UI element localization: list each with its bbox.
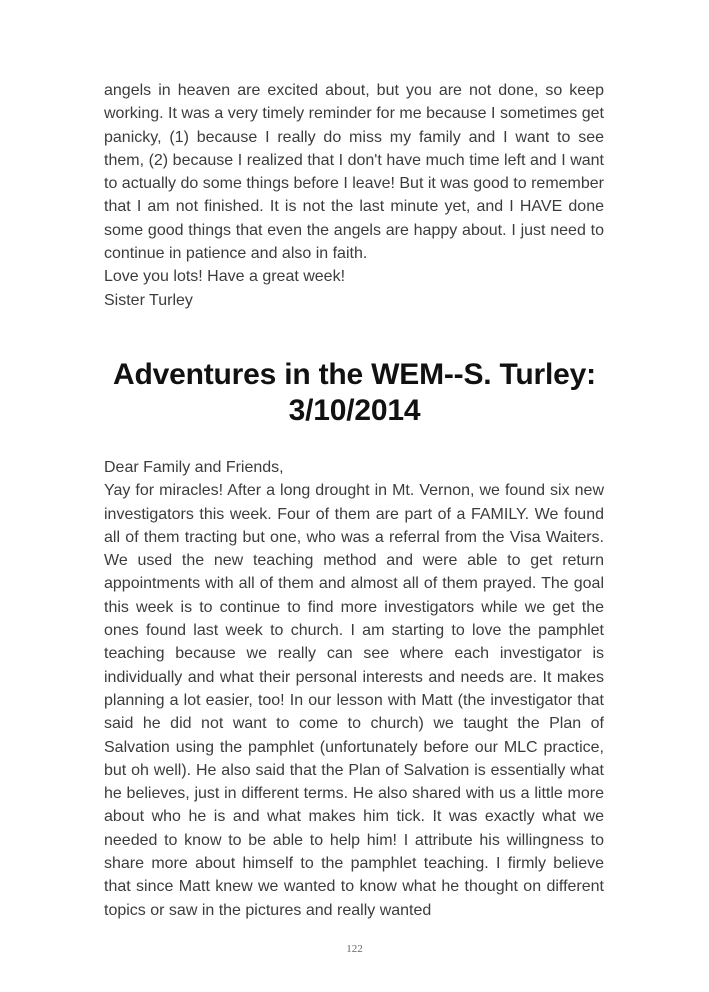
letter-section <box>104 456 604 922</box>
letter-body-paragraph: Yay for miracles! After a long drought in Mt. Vernon, we found six new investigators this week. Four of them are part of a FAMILY. We found all of them tracting but one, who was a referral from the Visa Waiters. We used the new teaching method and were able to get return appointments with all of them and almost all of them prayed. The goal this week is to continue to find more investigators while we get the ones found last week to church. I am starting to love the pamphlet teaching because we really can see where each investigator is individually and what their personal interests and needs are. It makes planning a lot easier, too! In our lesson with Matt (the investigator that said he did not want to come to church) we taught the Plan of Salvation using the pamphlet (unfortunately before our MLC practice, but oh well). He also said that the Plan of Salvation is essentially what he believes, just in different terms. He also shared with us a little more about who he is and what makes him tick. It was exactly what we needed to know to be able to help him! I attribute his willingness to share more about himself to the pamphlet teaching. I firmly believe that since Matt knew we wanted to know what he thought on different topics or saw in the pictures and really wanted <box>104 482 604 919</box>
signature: Sister Turley <box>104 291 193 309</box>
page-number: 122 <box>346 943 363 955</box>
previous-letter-paragraph: angels in heaven are excited about, but you are not done, so keep working. It was a very timely reminder for me because I sometimes get panicky, (1) because I really do miss my family and I want to see them, (2) because I realized that I don't have much time left and I want to actually do some things before I leave! But it was good to remember that I am not finished. It is not the last minute yet, and I HAVE done some good things that even the angels are happy about. I just need to continue in patience and also in faith. <box>104 82 604 263</box>
previous-letter-ending <box>104 79 604 312</box>
chapter-title: Adventures in the WEM--S. Turley: 3/10/2014 <box>113 358 596 427</box>
closing-line: Love you lots! Have a great week! <box>104 268 346 286</box>
letter-greeting: Dear Family and Friends, <box>104 459 284 476</box>
